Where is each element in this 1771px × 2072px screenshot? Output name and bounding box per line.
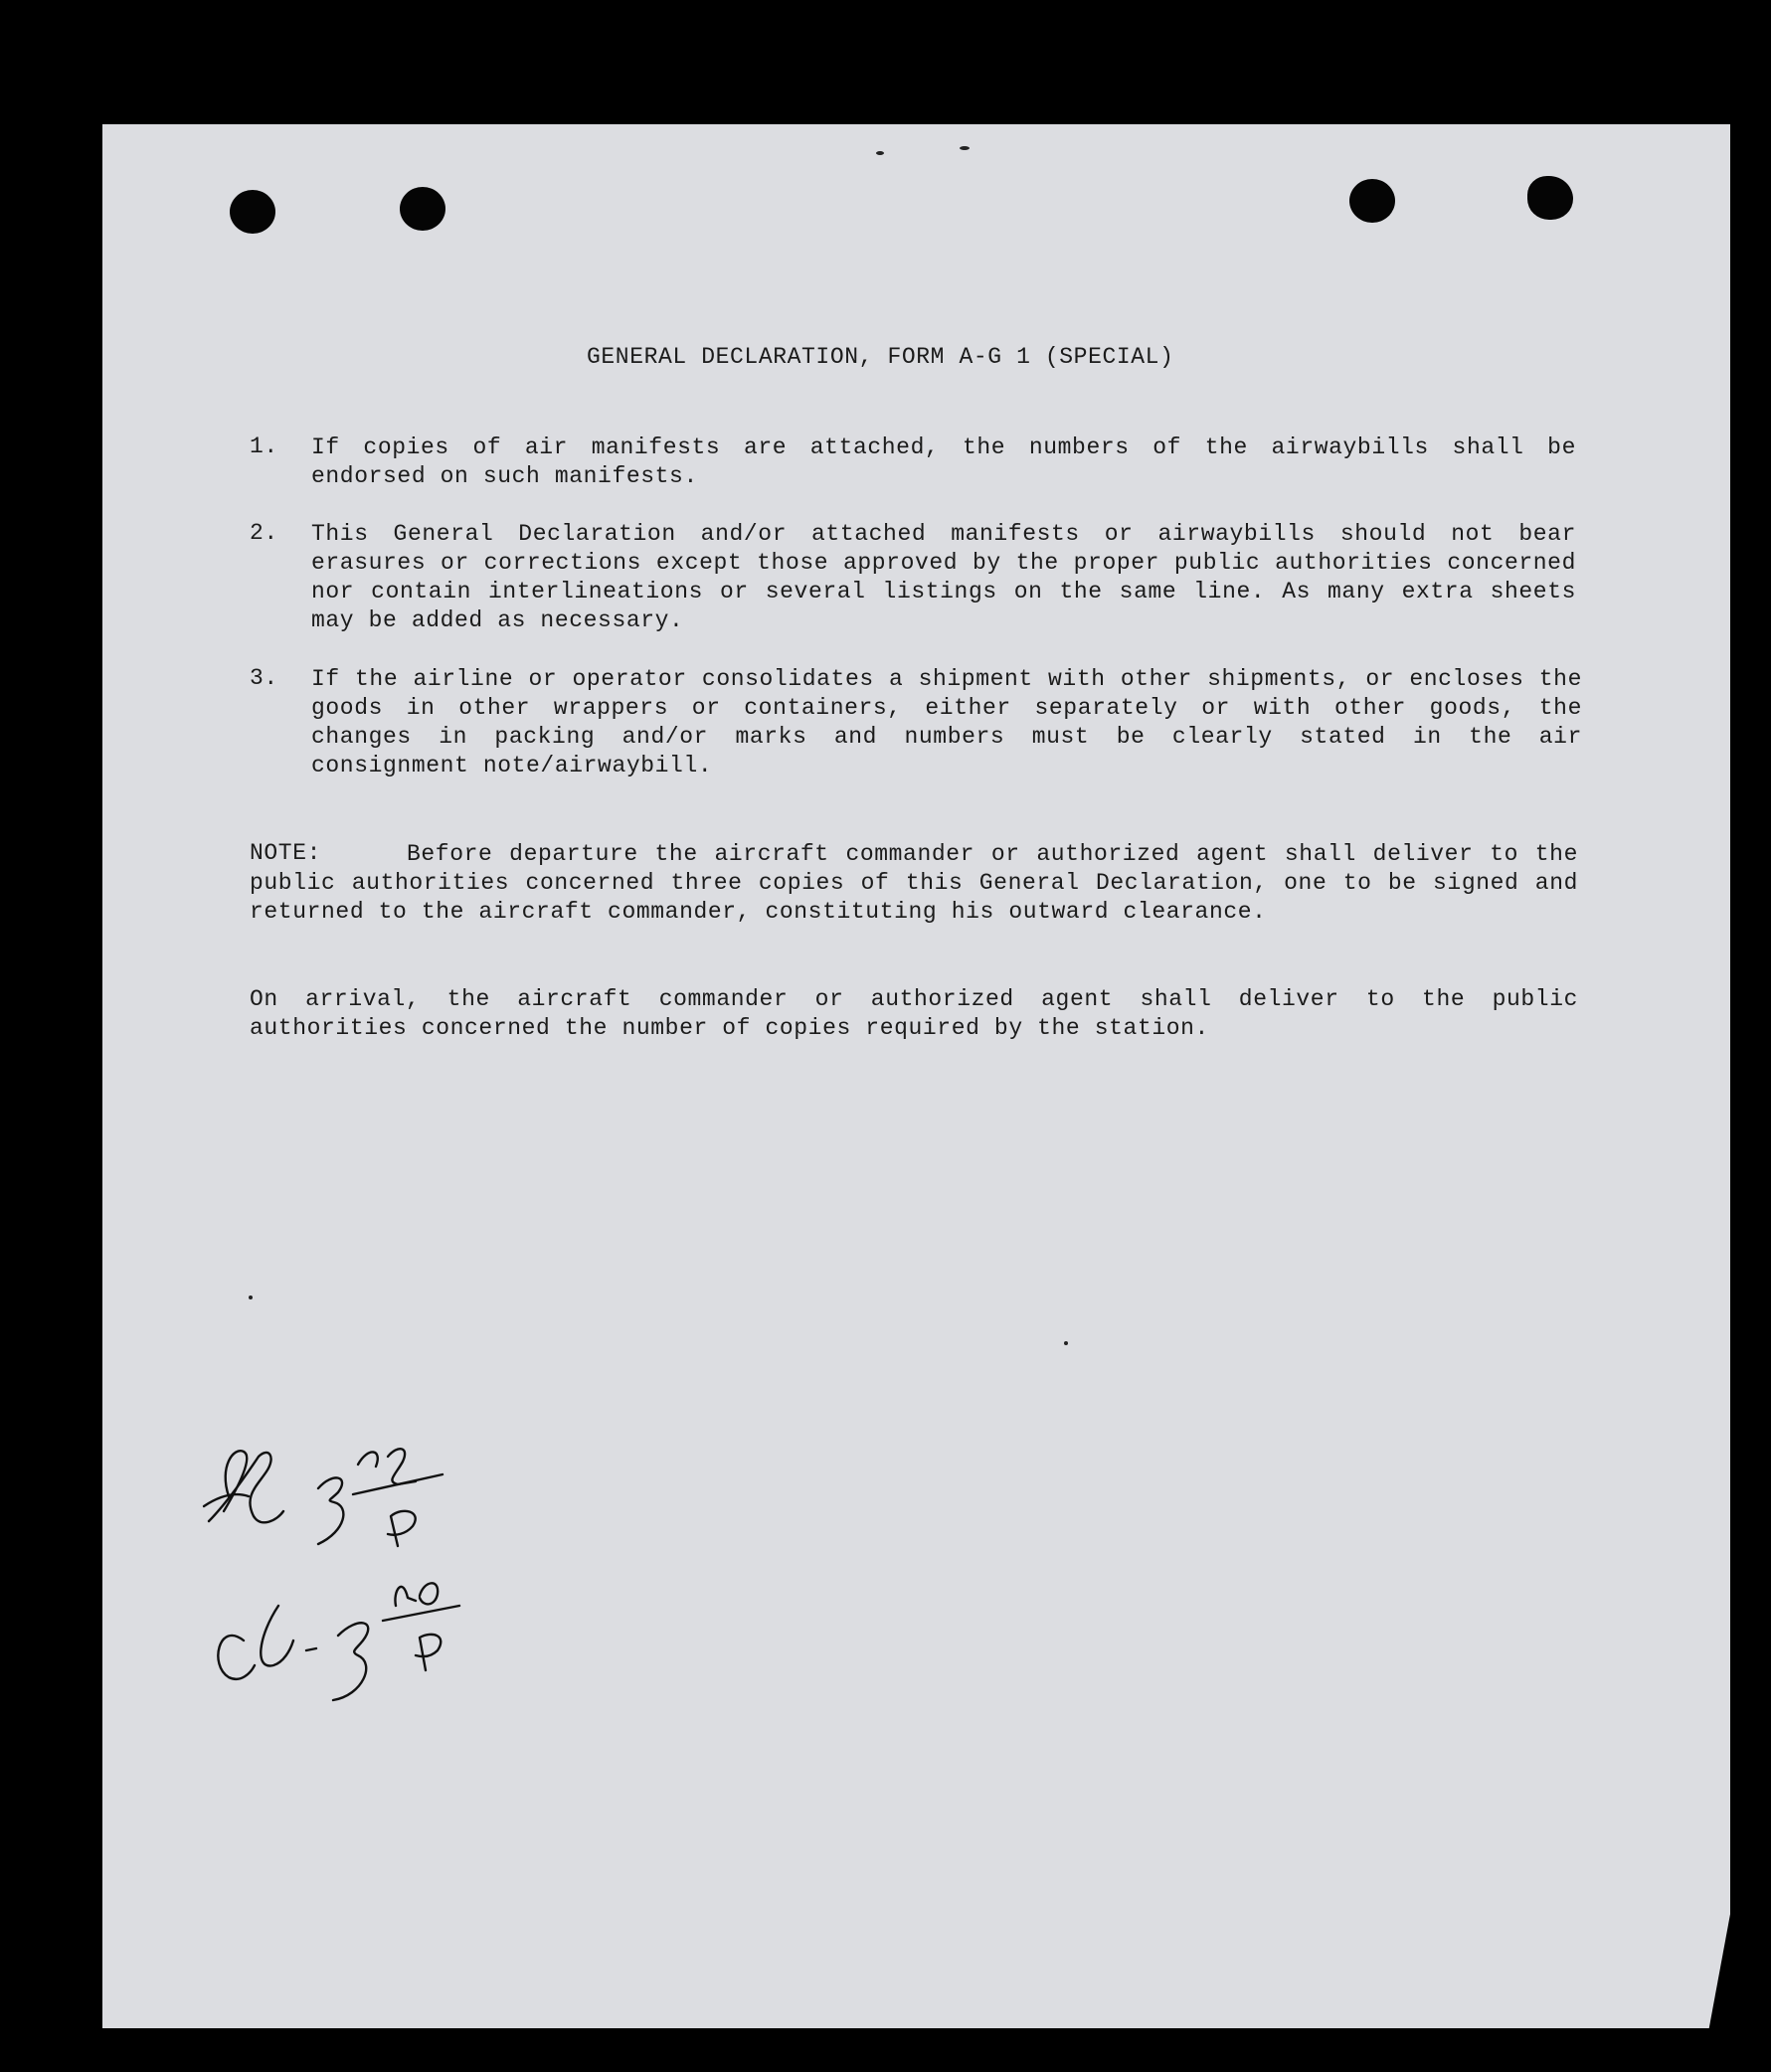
speck-mark bbox=[249, 1295, 253, 1299]
note-text bbox=[250, 840, 1578, 927]
speck-mark bbox=[1064, 1341, 1068, 1345]
paper-sheet bbox=[102, 124, 1730, 2028]
item-number: 1. bbox=[250, 433, 278, 459]
speck-mark bbox=[960, 146, 970, 150]
item-number: 3. bbox=[250, 665, 278, 691]
note-label: NOTE: bbox=[250, 840, 322, 866]
item-text: If the airline or operator consolidates a shipment with other shipments, or encloses the goods in other wrappers or containers, either separately or with other goods, the changes in packing and/or marks and numbers must be clearly stated in the air consignment note/airwaybill. bbox=[311, 666, 1582, 778]
speck-mark bbox=[876, 151, 884, 155]
item-text: If copies of air manifests are attached, the numbers of the airwaybills shall be endorsed on such manifests. bbox=[311, 434, 1576, 489]
note-body: Before departure the aircraft commander or authorized agent shall deliver to the public authorities concerned three copies of this General Declaration, one to be signed and returned to the aircraft commander, constituting his outward clearance. bbox=[250, 841, 1578, 925]
handwritten-notes bbox=[199, 1427, 636, 1705]
page-title: GENERAL DECLARATION, FORM A-G 1 (SPECIAL) bbox=[587, 344, 1174, 370]
punch-hole-right-2 bbox=[1527, 176, 1573, 220]
item-number: 2. bbox=[250, 520, 278, 546]
punch-hole-right-1 bbox=[1349, 179, 1395, 223]
punch-hole-left-1 bbox=[230, 190, 275, 234]
item-text: This General Declaration and/or attached manifests or airwaybills should not bear erasures or corrections except those approved by the proper public authorities concerned nor contain interlineations or several listings on the same line. As many extra sheets may be added as necessary. bbox=[311, 521, 1576, 633]
punch-hole-left-2 bbox=[400, 187, 445, 231]
arrival-text: On arrival, the aircraft commander or authorized agent shall deliver to the public authorities concerned the number of copies required by the station. bbox=[250, 986, 1578, 1041]
